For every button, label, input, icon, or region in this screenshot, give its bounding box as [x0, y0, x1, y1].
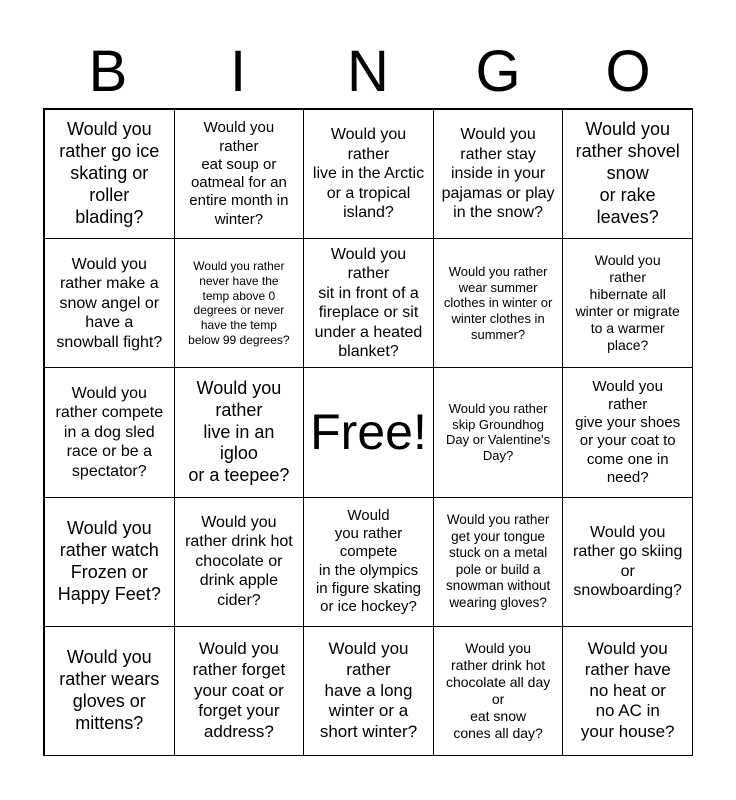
bingo-cell[interactable]: Would you rather live in an igloo or a teepee? [175, 368, 305, 497]
header-letter-i: I [229, 39, 247, 104]
bingo-cell[interactable]: Would you rather compete in the olympics in figure skating or ice hockey? [304, 498, 434, 627]
bingo-cell[interactable]: Would you rather stay inside in your pajamas or play in the snow? [434, 110, 564, 239]
bingo-cell[interactable]: Would you rather wear summer clothes in winter or winter clothes in summer? [434, 239, 564, 368]
bingo-cell[interactable]: Would you rather get your tongue stuck on a metal pole or build a snowman without wearing gloves? [434, 498, 564, 627]
header-letter-o: O [605, 39, 651, 104]
header-letter-b: B [88, 39, 128, 104]
bingo-cell[interactable]: Would you rather wears gloves or mittens? [45, 627, 175, 756]
bingo-cell[interactable]: Would you rather eat soup or oatmeal for an entire month in winter? [175, 110, 305, 239]
bingo-cell[interactable]: Would you rather give your shoes or your coat to come one in need? [563, 368, 693, 497]
bingo-cell[interactable]: Would you rather forget your coat or forget your address? [175, 627, 305, 756]
bingo-cell[interactable]: Would you rather watch Frozen or Happy Feet? [45, 498, 175, 627]
header-letter-g: G [475, 39, 521, 104]
header-letter-n: N [347, 39, 389, 104]
bingo-cell[interactable]: Would you rather drink hot chocolate all day or eat snow cones all day? [434, 627, 564, 756]
bingo-cell[interactable]: Would you rather sit in front of a fireplace or sit under a heated blanket? [304, 239, 434, 368]
bingo-cell[interactable]: Would you rather go ice skating or roller blading? [45, 110, 175, 239]
bingo-cell[interactable]: Would you rather never have the temp above 0 degrees or never have the temp below 99 degrees? [175, 239, 305, 368]
bingo-cell[interactable]: Would you rather go skiing or snowboarding? [563, 498, 693, 627]
bingo-cell[interactable]: Would you rather make a snow angel or have a snowball fight? [45, 239, 175, 368]
bingo-cell[interactable]: Would you rather hibernate all winter or migrate to a warmer place? [563, 239, 693, 368]
free-space-cell[interactable]: Free! [304, 368, 434, 497]
bingo-cell[interactable]: Would you rather drink hot chocolate or drink apple cider? [175, 498, 305, 627]
bingo-header [43, 36, 693, 108]
bingo-cell[interactable]: Would you rather have a long winter or a short winter? [304, 627, 434, 756]
bingo-cell[interactable]: Would you rather live in the Arctic or a tropical island? [304, 110, 434, 239]
bingo-cell[interactable]: Would you rather shovel snow or rake leaves? [563, 110, 693, 239]
bingo-grid [43, 108, 693, 756]
bingo-cell[interactable]: Would you rather have no heat or no AC in your house? [563, 627, 693, 756]
bingo-cell[interactable]: Would you rather compete in a dog sled race or be a spectator? [45, 368, 175, 497]
bingo-cell[interactable]: Would you rather skip Groundhog Day or Valentine's Day? [434, 368, 564, 497]
